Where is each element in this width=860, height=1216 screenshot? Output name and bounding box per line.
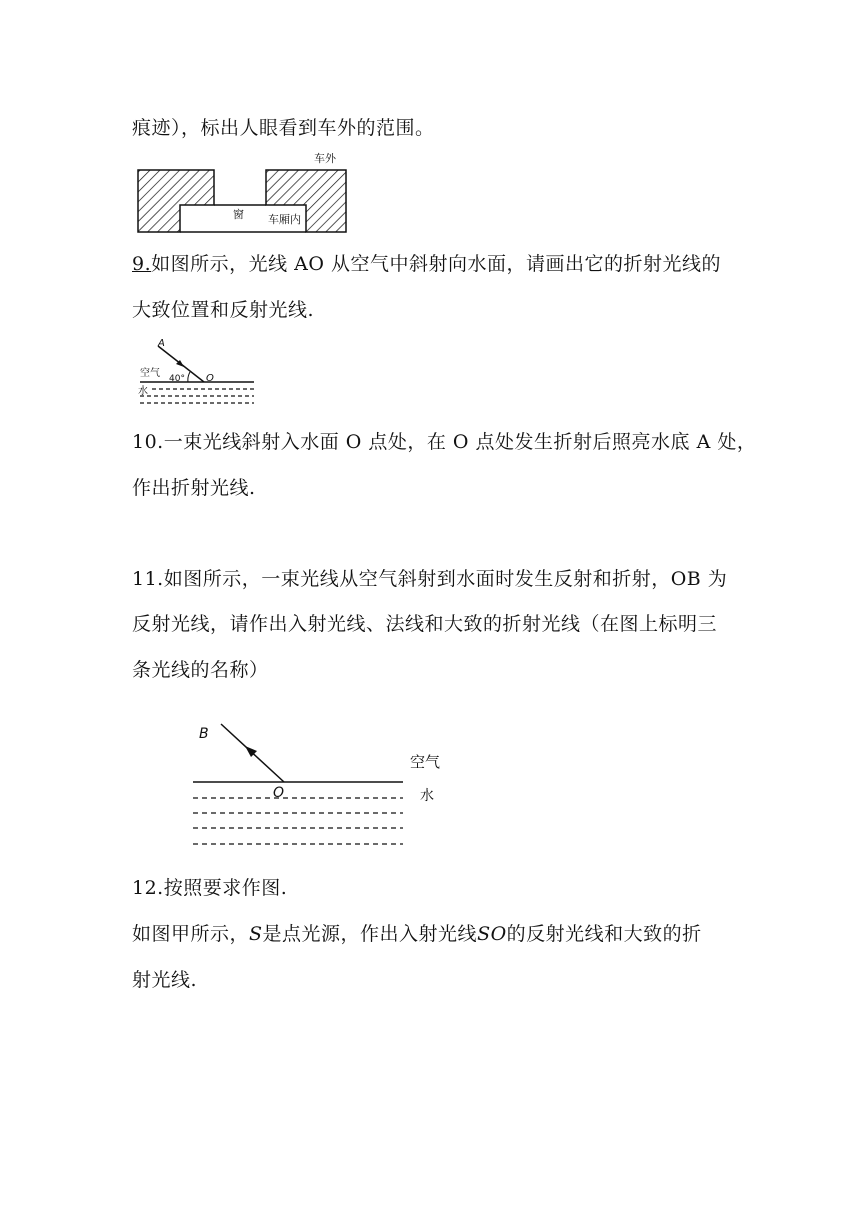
q10-line1: 10.一束光线斜射入水面 O 点处，在 O 点处发生折射后照亮水底 A 处， <box>132 431 757 453</box>
label-water: 水 <box>138 386 148 397</box>
label-B: B <box>199 726 209 742</box>
label-inside: 车厢内 <box>268 213 301 226</box>
q11-line1: 11.如图所示，一束光线从空气斜射到水面时发生反射和折射，OB 为 <box>132 568 728 590</box>
q11-reflection-figure <box>185 718 455 848</box>
q9-line2: 大致位置和反射光线. <box>132 299 315 321</box>
q12-line1: 12.按照要求作图. <box>132 877 288 899</box>
q9-line1 <box>132 252 721 276</box>
q8-text-tail: 痕迹），标出人眼看到车外的范围。 <box>132 117 435 139</box>
q10-line2: 作出折射光线. <box>132 477 256 499</box>
q12-line2-a: 如图甲所示， <box>132 923 250 945</box>
label-window: 窗 <box>233 208 244 221</box>
label-O: O <box>206 373 214 384</box>
car-wall-left <box>138 170 214 232</box>
label-water: 水 <box>420 788 434 804</box>
label-air: 空气 <box>140 368 160 379</box>
label-outside: 车外 <box>314 152 336 165</box>
label-angle: 40° <box>169 374 185 384</box>
q11-line3: 条光线的名称） <box>132 659 269 681</box>
q9-number: 9. <box>132 253 152 275</box>
angle-arc <box>188 372 190 382</box>
q9-line1-text: 如图所示，光线 AO 从空气中斜射向水面，请画出它的折射光线的 <box>151 253 722 275</box>
car-window-figure <box>130 150 370 240</box>
q12-line2 <box>132 922 702 946</box>
label-O: O <box>273 785 285 801</box>
q11-line2: 反射光线，请作出入射光线、法线和大致的折射光线（在图上标明三 <box>132 613 718 635</box>
q12-symbol-S: S <box>249 923 263 945</box>
q9-refraction-figure <box>132 336 262 411</box>
q12-symbol-SO: SO <box>477 923 507 945</box>
label-air: 空气 <box>410 753 441 771</box>
label-A: A <box>158 338 165 349</box>
q12-line3: 射光线. <box>132 969 198 991</box>
q12-line2-b: 是点光源，作出入射光线 <box>262 923 478 945</box>
q12-line2-c: 的反射光线和大致的折 <box>506 923 702 945</box>
